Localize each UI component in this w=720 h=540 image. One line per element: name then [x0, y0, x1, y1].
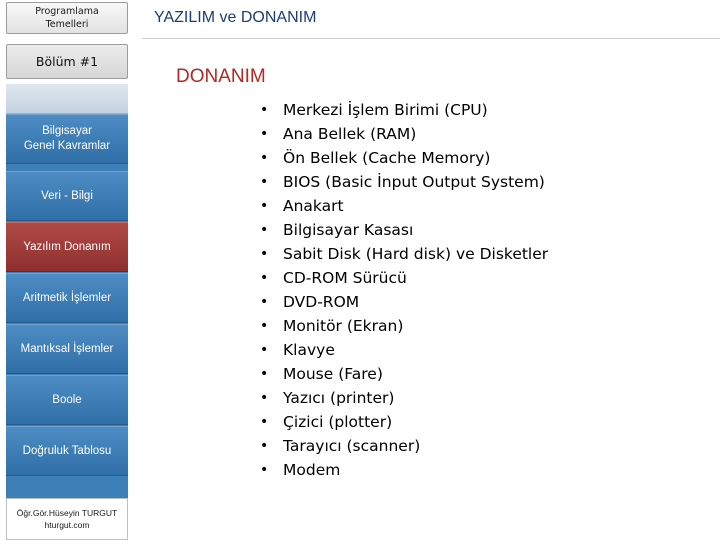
list-item: [260, 314, 548, 338]
bullet-icon: •: [260, 438, 269, 454]
nav-item-mantiksal-islemler[interactable]: Mantıksal İşlemler: [6, 324, 128, 374]
bullet-icon: •: [260, 102, 269, 118]
nav-item-aritmetik-islemler[interactable]: Aritmetik İşlemler: [6, 273, 128, 323]
sidebar: [0, 0, 133, 540]
list-item: [260, 266, 548, 290]
header-divider: [142, 38, 720, 39]
nav-item-boole[interactable]: Boole: [6, 375, 128, 425]
chapter-label: Bölüm #1: [6, 44, 128, 79]
list-item: [260, 146, 548, 170]
bullet-icon: •: [260, 342, 269, 358]
bullet-icon: •: [260, 294, 269, 310]
bullet-icon: •: [260, 366, 269, 382]
list-item: [260, 362, 548, 386]
list-item-text: Çizici (plotter): [283, 413, 393, 431]
list-item-text: Modem: [283, 461, 341, 479]
bullet-icon: •: [260, 414, 269, 430]
nav-item-veri-bilgi[interactable]: Veri - Bilgi: [6, 171, 128, 221]
bullet-icon: •: [260, 198, 269, 214]
bullet-icon: •: [260, 126, 269, 142]
chapter-nav: [6, 84, 128, 540]
author-footer: Öğr.Gör.Hüseyin TURGUT hturgut.com: [6, 498, 128, 540]
list-item: [260, 242, 548, 266]
list-item-text: CD-ROM Sürücü: [283, 269, 407, 287]
nav-top-bar: [6, 84, 128, 114]
list-item-text: Mouse (Fare): [283, 365, 383, 383]
list-item-text: Yazıcı (printer): [283, 389, 395, 407]
hardware-list: [260, 98, 548, 482]
list-item-text: Monitör (Ekran): [283, 317, 404, 335]
bullet-icon: •: [260, 462, 269, 478]
section-heading: DONANIM: [176, 66, 266, 87]
list-item-text: Klavye: [283, 341, 335, 359]
nav-item-dogruluk-tablosu[interactable]: Doğruluk Tablosu: [6, 426, 128, 476]
course-title: Programlama Temelleri: [6, 2, 128, 34]
bullet-icon: •: [260, 270, 269, 286]
nav-item-yazilim-donanim[interactable]: Yazılım Donanım: [6, 222, 128, 272]
list-item: [260, 410, 548, 434]
list-item: [260, 434, 548, 458]
slide-title: YAZILIM ve DONANIM: [154, 9, 317, 26]
bullet-icon: •: [260, 174, 269, 190]
list-item-text: Sabit Disk (Hard disk) ve Disketler: [283, 245, 549, 263]
list-item-text: Tarayıcı (scanner): [283, 437, 421, 455]
list-item: [260, 386, 548, 410]
list-item-text: DVD-ROM: [283, 293, 360, 311]
list-item-text: Ana Bellek (RAM): [283, 125, 417, 143]
list-item: [260, 194, 548, 218]
list-item: [260, 290, 548, 314]
nav-item-genel-kavramlar[interactable]: Bilgisayar Genel Kavramlar: [6, 114, 128, 164]
list-item-text: Merkezi İşlem Birimi (CPU): [283, 101, 488, 119]
list-item: [260, 98, 548, 122]
bullet-icon: •: [260, 318, 269, 334]
list-item-text: Anakart: [283, 197, 344, 215]
bullet-icon: •: [260, 150, 269, 166]
bullet-icon: •: [260, 246, 269, 262]
bullet-icon: •: [260, 390, 269, 406]
bullet-icon: •: [260, 222, 269, 238]
list-item-text: BIOS (Basic İnput Output System): [283, 173, 545, 191]
list-item-text: Bilgisayar Kasası: [283, 221, 414, 239]
list-item: [260, 458, 548, 482]
list-item: [260, 122, 548, 146]
list-item: [260, 170, 548, 194]
list-item: [260, 338, 548, 362]
list-item: [260, 218, 548, 242]
list-item-text: Ön Bellek (Cache Memory): [283, 149, 491, 167]
